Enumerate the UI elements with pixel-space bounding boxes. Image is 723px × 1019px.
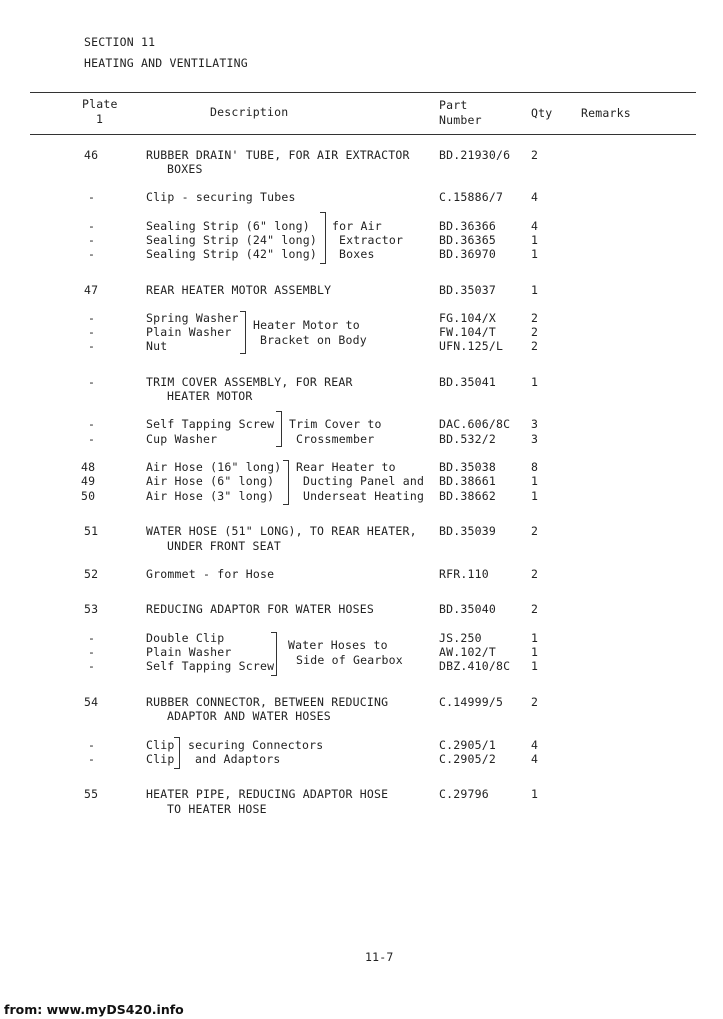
quantity: 3 [531, 417, 539, 431]
group-note: Rear Heater to [296, 460, 396, 474]
group-note: Extractor [339, 233, 404, 247]
plate-number: - [88, 190, 96, 204]
part-number: BD.532/2 [439, 432, 496, 446]
group-note: Crossmember [296, 432, 375, 446]
part-number: BD.35039 [439, 524, 496, 538]
part-number: DBZ.410/8C [439, 659, 511, 673]
plate-number: - [88, 752, 96, 766]
col-header-number: Number [439, 113, 482, 127]
col-header-part: Part [439, 98, 468, 112]
part-number: FW.104/T [439, 325, 496, 339]
col-header-qty: Qty [531, 106, 553, 120]
quantity: 1 [531, 631, 539, 645]
part-number: BD.35040 [439, 602, 496, 616]
group-note: securing Connectors [188, 738, 324, 752]
item-description: Nut [146, 339, 168, 353]
item-description: Clip [146, 738, 175, 752]
item-description: Air Hose (16" long) [146, 460, 282, 474]
group-note: and Adaptors [195, 752, 281, 766]
item-description: Clip - securing Tubes [146, 190, 296, 204]
part-number: AW.102/T [439, 645, 496, 659]
plate-number: - [88, 233, 96, 247]
item-description-cont: HEATER MOTOR [167, 389, 253, 403]
group-bracket [283, 460, 289, 505]
group-note: Bracket on Body [260, 333, 367, 347]
quantity: 2 [531, 695, 539, 709]
quantity: 1 [531, 787, 539, 801]
quantity: 2 [531, 602, 539, 616]
item-description: Sealing Strip (42" long) [146, 247, 317, 261]
quantity: 2 [531, 311, 539, 325]
quantity: 1 [531, 645, 539, 659]
part-number: FG.104/X [439, 311, 496, 325]
part-number: BD.21930/6 [439, 148, 511, 162]
quantity: 1 [531, 233, 539, 247]
item-description: REDUCING ADAPTOR FOR WATER HOSES [146, 602, 374, 616]
plate-number: - [88, 738, 96, 752]
quantity: 1 [531, 659, 539, 673]
group-bracket [174, 737, 180, 769]
group-bracket [271, 632, 277, 676]
plate-number: - [88, 311, 96, 325]
quantity: 1 [531, 283, 539, 297]
quantity: 4 [531, 752, 539, 766]
plate-number: - [88, 417, 96, 431]
col-header-remarks: Remarks [581, 106, 631, 120]
part-number: C.2905/1 [439, 738, 496, 752]
quantity: 2 [531, 567, 539, 581]
item-description: Self Tapping Screw [146, 659, 275, 673]
plate-number: - [88, 432, 96, 446]
plate-number: - [88, 325, 96, 339]
item-description: Plain Washer [146, 325, 232, 339]
item-description: RUBBER DRAIN' TUBE, FOR AIR EXTRACTOR [146, 148, 410, 162]
quantity: 1 [531, 375, 539, 389]
item-description: Sealing Strip (6" long) [146, 219, 310, 233]
plate-number: 47 [84, 283, 99, 297]
group-note: Side of Gearbox [296, 653, 403, 667]
footer-source: from: www.myDS420.info [4, 1002, 184, 1017]
group-note: Boxes [339, 247, 375, 261]
part-number: C.14999/5 [439, 695, 504, 709]
quantity: 4 [531, 738, 539, 752]
plate-number: - [88, 659, 96, 673]
quantity: 1 [531, 489, 539, 503]
plate-number: - [88, 339, 96, 353]
group-bracket [276, 411, 282, 447]
item-description: Double Clip [146, 631, 225, 645]
part-number: JS.250 [439, 631, 482, 645]
plate-number: - [88, 645, 96, 659]
quantity: 2 [531, 148, 539, 162]
part-number: BD.35037 [439, 283, 496, 297]
item-description: Clip [146, 752, 175, 766]
quantity: 4 [531, 219, 539, 233]
part-number: RFR.110 [439, 567, 489, 581]
part-number: UFN.125/L [439, 339, 504, 353]
item-description: REAR HEATER MOTOR ASSEMBLY [146, 283, 332, 297]
quantity: 4 [531, 190, 539, 204]
plate-number: 53 [84, 602, 99, 616]
item-description: Plain Washer [146, 645, 232, 659]
quantity: 8 [531, 460, 539, 474]
part-number: C.2905/2 [439, 752, 496, 766]
item-description-cont: ADAPTOR AND WATER HOSES [167, 709, 331, 723]
part-number: BD.38662 [439, 489, 496, 503]
page-number: 11-7 [365, 950, 394, 964]
part-number: DAC.606/8C [439, 417, 511, 431]
col-header-plate: Plate [82, 97, 118, 111]
header-bottom-rule [30, 134, 696, 135]
part-number: BD.35038 [439, 460, 496, 474]
plate-number: - [88, 219, 96, 233]
col-header-description: Description [210, 105, 289, 119]
quantity: 1 [531, 474, 539, 488]
part-number: C.15886/7 [439, 190, 504, 204]
part-number: BD.35041 [439, 375, 496, 389]
section-label: SECTION 11 [84, 35, 156, 49]
item-description: Spring Washer [146, 311, 239, 325]
plate-number: - [88, 631, 96, 645]
quantity: 2 [531, 325, 539, 339]
plate-number: 54 [84, 695, 99, 709]
part-number: C.29796 [439, 787, 489, 801]
quantity: 3 [531, 432, 539, 446]
part-number: BD.38661 [439, 474, 496, 488]
part-number: BD.36970 [439, 247, 496, 261]
item-description: Sealing Strip (24" long) [146, 233, 317, 247]
quantity: 2 [531, 524, 539, 538]
group-bracket [320, 212, 326, 264]
item-description: Air Hose (6" long) [146, 474, 275, 488]
plate-number: 50 [81, 489, 96, 503]
plate-number: 51 [84, 524, 99, 538]
item-description-cont: TO HEATER HOSE [167, 802, 267, 816]
plate-number: 46 [84, 148, 99, 162]
group-note: Heater Motor to [253, 318, 360, 332]
col-header-plate-number: 1 [96, 112, 104, 126]
item-description-cont: BOXES [167, 162, 203, 176]
page-title: HEATING AND VENTILATING [84, 56, 248, 70]
item-description: TRIM COVER ASSEMBLY, FOR REAR [146, 375, 353, 389]
item-description: WATER HOSE (51" LONG), TO REAR HEATER, [146, 524, 417, 538]
item-description: Grommet - for Hose [146, 567, 275, 581]
group-note: Water Hoses to [288, 638, 388, 652]
group-note: Trim Cover to [289, 417, 382, 431]
group-note: Ducting Panel and [303, 474, 425, 488]
item-description: Air Hose (3" long) [146, 489, 275, 503]
plate-number: 48 [81, 460, 96, 474]
header-top-rule [30, 92, 696, 93]
part-number: BD.36366 [439, 219, 496, 233]
item-description-cont: UNDER FRONT SEAT [167, 539, 281, 553]
group-note: for Air [332, 219, 382, 233]
item-description: RUBBER CONNECTOR, BETWEEN REDUCING [146, 695, 389, 709]
plate-number: 49 [81, 474, 96, 488]
plate-number: - [88, 375, 96, 389]
item-description: Cup Washer [146, 432, 218, 446]
plate-number: 52 [84, 567, 99, 581]
plate-number: - [88, 247, 96, 261]
part-number: BD.36365 [439, 233, 496, 247]
quantity: 2 [531, 339, 539, 353]
item-description: HEATER PIPE, REDUCING ADAPTOR HOSE [146, 787, 389, 801]
item-description: Self Tapping Screw [146, 417, 275, 431]
quantity: 1 [531, 247, 539, 261]
group-bracket [240, 311, 246, 354]
plate-number: 55 [84, 787, 99, 801]
group-note: Underseat Heating [303, 489, 425, 503]
